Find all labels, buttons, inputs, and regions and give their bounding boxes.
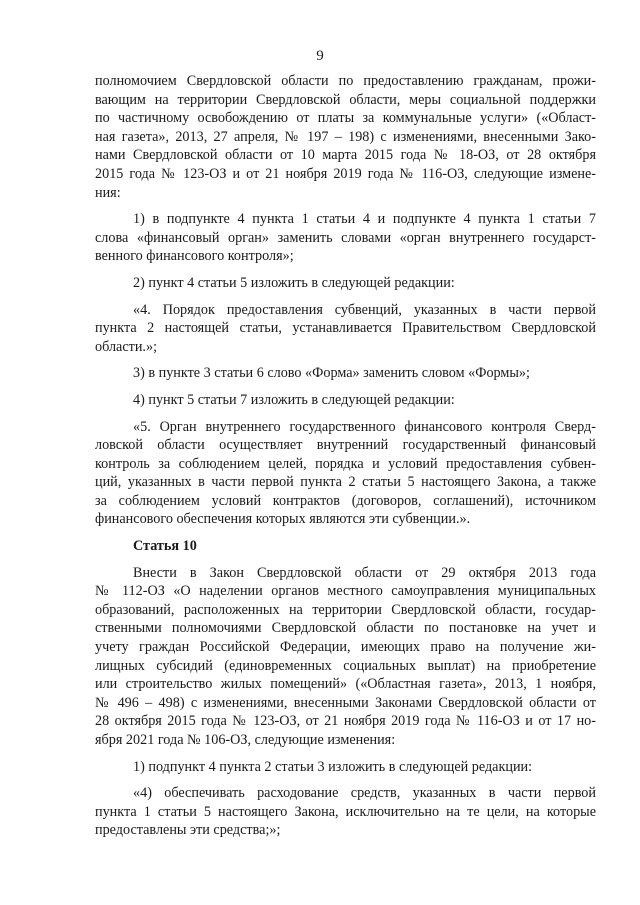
text-line: 3) в пункте 3 статьи 6 слово «Форма» заменить словом «Формы»; (133, 365, 530, 382)
paragraph-p7 (95, 418, 596, 530)
text-line: 1) подпункт 4 пункта 2 статьи 3 изложить в следующей редакции: (133, 758, 533, 775)
document-body (95, 72, 596, 848)
text-line: учету граждан Российской Федерации, имеющих право на получение жи- (95, 639, 596, 656)
text-line: ния: (95, 184, 121, 201)
text-line: 2015 года № 123-ОЗ и от 21 ноября 2019 года № 116-ОЗ, следующие измене- (95, 165, 596, 182)
text-line: венного финансового контроля»; (95, 248, 294, 265)
text-line: слова «финансовый орган» заменить словами «орган внутреннего государст- (95, 229, 596, 246)
text-line: нами Свердловской области от 10 марта 2015 года № 18-ОЗ, от 28 октября (95, 147, 596, 164)
text-line: ная газета», 2013, 27 апреля, № 197 – 198) с изменениями, внесенными Зако- (95, 128, 596, 145)
text-line: № 112-ОЗ «О наделении органов местного самоуправления муниципальных (95, 583, 596, 600)
text-line: № 496 – 498) с изменениями, внесенными Законами Свердловской области от (95, 694, 596, 711)
text-line: пункта 2 настоящей статьи, устанавливается Правительством Свердловской (95, 320, 596, 337)
paragraph-p6 (95, 391, 596, 410)
text-line: пункта 1 статьи 5 настоящего Закона, исключительно на те цели, на которые (95, 803, 596, 820)
paragraph-p3 (95, 274, 596, 293)
text-line: полномочием Свердловской области по предоставлению гражданам, прожи- (95, 73, 596, 89)
text-line: «4. Порядок предоставления субвенций, указанных в части первой (133, 301, 596, 318)
text-line: ственными полномочиями Свердловской области по постановке на учет и (95, 620, 596, 637)
article-heading: Статья 10 (133, 538, 197, 555)
text-line: финансового обеспечения которых являются эти субвенции.». (95, 511, 471, 528)
paragraph-p5 (95, 364, 596, 383)
text-line: лищных субсидий (единовременных социальных выплат) на приобретение (95, 657, 596, 674)
text-line: 2) пункт 4 статьи 5 изложить в следующей редакции: (133, 274, 455, 291)
paragraph-p4 (95, 301, 596, 357)
text-line: ций, указанных в части первой пункта 2 статьи 5 настоящего Закона, а также (95, 474, 596, 491)
paragraph-p10 (95, 784, 596, 840)
paragraph-p1 (95, 72, 596, 202)
text-line: области.»; (95, 338, 158, 355)
text-line: ловской области осуществляет внутренний государственный финансовый (95, 437, 596, 454)
text-line: 28 октября 2015 года № 123-ОЗ, от 21 ноября 2019 года № 116-ОЗ и от 17 но- (95, 713, 596, 730)
text-line: образований, расположенных на территории Свердловской области, государ- (95, 601, 596, 618)
text-line: за соблюдением условий контрактов (договоров, соглашений), источником (95, 492, 596, 509)
text-line: Внести в Закон Свердловской области от 29 октября 2013 года (133, 564, 596, 581)
section-article-10 (95, 564, 596, 840)
text-line: 1) в подпункте 4 пункта 1 статьи 4 и подпункте 4 пункта 1 статьи 7 (133, 211, 596, 228)
text-line: предоставлены эти средства;»; (95, 822, 281, 839)
text-line: ября 2021 года № 106-ОЗ, следующие изменения: (95, 732, 396, 748)
text-line: «5. Орган внутреннего государственного финансового контроля Сверд- (133, 418, 596, 435)
page-number: 9 (316, 48, 324, 64)
text-line: вающим на территории Свердловской области, меры социальной поддержки (95, 91, 596, 108)
text-line: по частичному освобождению от платы за коммунальные услуги» («Област- (95, 110, 596, 127)
paragraph-p2 (95, 210, 596, 266)
text-line: «4) обеспечивать расходование средств, указанных в части первой (133, 785, 596, 802)
paragraph-p8 (95, 564, 596, 750)
paragraph-p9 (95, 758, 596, 777)
text-line: 4) пункт 5 статьи 7 изложить в следующей редакции: (133, 391, 455, 408)
text-line: или строительство жилых помещений» («Областная газета», 2013, 1 ноября, (95, 676, 596, 693)
section-article-9-continuation (95, 72, 596, 529)
text-line: контроль за соблюдением целей, порядка и условий предоставления субвен- (95, 455, 596, 472)
